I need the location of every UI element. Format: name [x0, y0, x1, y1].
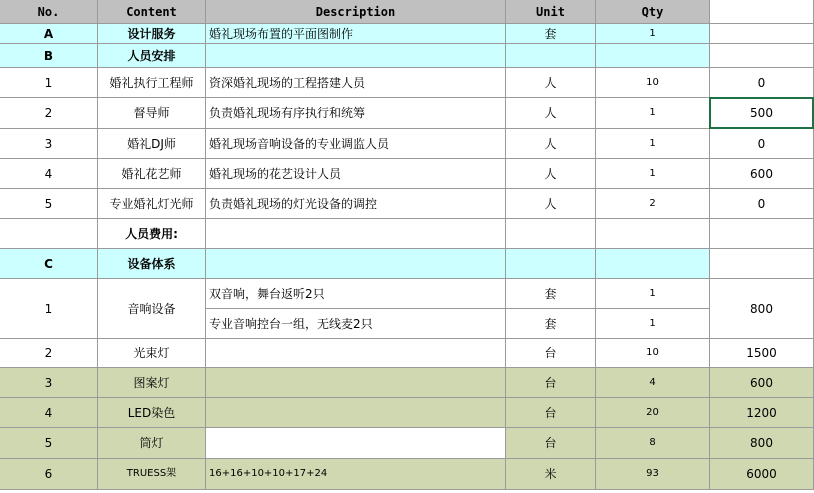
header-extra-cell[interactable]	[710, 0, 814, 24]
equip-row-1-content[interactable]: 音响设备	[98, 279, 206, 339]
equip-row-6-price[interactable]: 6000	[710, 459, 814, 490]
equip-row-6-no[interactable]: 6	[0, 459, 98, 490]
equip-row-6-unit[interactable]: 米	[506, 459, 596, 490]
equip-row-1b-unit[interactable]: 套	[506, 309, 596, 339]
equip-row-1-qty[interactable]: 1	[596, 279, 710, 309]
staff-subtotal-description[interactable]	[206, 219, 506, 249]
staff-row-4-unit[interactable]: 人	[506, 159, 596, 189]
staff-row-1-unit[interactable]: 人	[506, 68, 596, 98]
row-a-content[interactable]: 设计服务	[98, 24, 206, 44]
equip-row-1-description[interactable]: 双音响，舞台返听2只	[206, 279, 506, 309]
equip-row-5-no[interactable]: 5	[0, 428, 98, 459]
staff-row-5-qty[interactable]: 2	[596, 189, 710, 219]
equip-row-4-content[interactable]: LED染色	[98, 398, 206, 428]
header-no[interactable]: No.	[0, 0, 98, 24]
row-b-no[interactable]: B	[0, 44, 98, 68]
row-b-unit[interactable]	[506, 44, 596, 68]
staff-row-4-description[interactable]: 婚礼现场的花艺设计人员	[206, 159, 506, 189]
equip-row-3-qty[interactable]: 4	[596, 368, 710, 398]
row-c-no[interactable]: C	[0, 249, 98, 279]
staff-row-2-no[interactable]: 2	[0, 98, 98, 129]
staff-row-4-no[interactable]: 4	[0, 159, 98, 189]
staff-subtotal-no[interactable]	[0, 219, 98, 249]
row-c-qty[interactable]	[596, 249, 710, 279]
row-a-description[interactable]: 婚礼现场布置的平面图制作	[206, 24, 506, 44]
row-a-unit[interactable]: 套	[506, 24, 596, 44]
staff-row-3-no[interactable]: 3	[0, 129, 98, 159]
equip-row-2-no[interactable]: 2	[0, 339, 98, 368]
staff-row-3-qty[interactable]: 1	[596, 129, 710, 159]
equip-row-1-unit[interactable]: 套	[506, 279, 596, 309]
staff-row-5-description[interactable]: 负责婚礼现场的灯光设备的调控	[206, 189, 506, 219]
staff-row-2-unit[interactable]: 人	[506, 98, 596, 129]
equip-row-6-description[interactable]: 16+16+10+10+17+24	[206, 459, 506, 490]
staff-row-1-no[interactable]: 1	[0, 68, 98, 98]
staff-row-2-description[interactable]: 负责婚礼现场有序执行和统筹	[206, 98, 506, 129]
header-content[interactable]: Content	[98, 0, 206, 24]
row-b-description[interactable]	[206, 44, 506, 68]
staff-row-2-qty[interactable]: 1	[596, 98, 710, 129]
equip-row-2-unit[interactable]: 台	[506, 339, 596, 368]
header-qty[interactable]: Qty	[596, 0, 710, 24]
staff-row-5-no[interactable]: 5	[0, 189, 98, 219]
equip-row-1-no[interactable]: 1	[0, 279, 98, 339]
staff-row-3-unit[interactable]: 人	[506, 129, 596, 159]
staff-row-1-description[interactable]: 资深婚礼现场的工程搭建人员	[206, 68, 506, 98]
header-description[interactable]: Description	[206, 0, 506, 24]
staff-subtotal-label[interactable]: 人员费用:	[98, 219, 206, 249]
equip-row-5-unit[interactable]: 台	[506, 428, 596, 459]
staff-subtotal-qty[interactable]	[596, 219, 710, 249]
staff-row-4-price[interactable]: 600	[710, 159, 814, 189]
equip-row-2-description[interactable]	[206, 339, 506, 368]
equip-row-1b-qty[interactable]: 1	[596, 309, 710, 339]
row-a-qty[interactable]: 1	[596, 24, 710, 44]
row-a-no[interactable]: A	[0, 24, 98, 44]
equip-row-2-price[interactable]: 1500	[710, 339, 814, 368]
staff-row-5-content[interactable]: 专业婚礼灯光师	[98, 189, 206, 219]
row-c-content[interactable]: 设备体系	[98, 249, 206, 279]
equip-row-3-no[interactable]: 3	[0, 368, 98, 398]
equip-row-4-unit[interactable]: 台	[506, 398, 596, 428]
staff-subtotal-unit[interactable]	[506, 219, 596, 249]
row-c-unit[interactable]	[506, 249, 596, 279]
equip-row-5-content[interactable]: 筒灯	[98, 428, 206, 459]
row-c-price[interactable]	[710, 249, 814, 279]
equip-row-1-price[interactable]: 800	[710, 279, 814, 339]
equip-row-4-qty[interactable]: 20	[596, 398, 710, 428]
staff-subtotal-price[interactable]	[710, 219, 814, 249]
equip-row-3-content[interactable]: 图案灯	[98, 368, 206, 398]
equip-row-2-content[interactable]: 光束灯	[98, 339, 206, 368]
staff-row-3-content[interactable]: 婚礼DJ师	[98, 129, 206, 159]
header-unit[interactable]: Unit	[506, 0, 596, 24]
staff-row-1-price[interactable]: 0	[710, 68, 814, 98]
row-a-price[interactable]	[710, 24, 814, 44]
staff-row-3-price[interactable]: 0	[710, 129, 814, 159]
equip-row-6-qty[interactable]: 93	[596, 459, 710, 490]
row-b-content[interactable]: 人员安排	[98, 44, 206, 68]
equip-row-5-price[interactable]: 800	[710, 428, 814, 459]
equip-row-6-content[interactable]: TRUESS架	[98, 459, 206, 490]
staff-row-4-qty[interactable]: 1	[596, 159, 710, 189]
equip-row-1b-description[interactable]: 专业音响控台一组，无线麦2只	[206, 309, 506, 339]
row-b-price[interactable]	[710, 44, 814, 68]
equip-row-3-description[interactable]	[206, 368, 506, 398]
staff-row-4-content[interactable]: 婚礼花艺师	[98, 159, 206, 189]
equip-row-5-description[interactable]	[206, 428, 506, 459]
equip-row-5-qty[interactable]: 8	[596, 428, 710, 459]
row-c-description[interactable]	[206, 249, 506, 279]
equip-row-3-unit[interactable]: 台	[506, 368, 596, 398]
equip-row-2-qty[interactable]: 10	[596, 339, 710, 368]
equip-row-3-price[interactable]: 600	[710, 368, 814, 398]
staff-row-2-content[interactable]: 督导师	[98, 98, 206, 129]
staff-row-5-price[interactable]: 0	[710, 189, 814, 219]
equip-row-4-no[interactable]: 4	[0, 398, 98, 428]
staff-row-3-description[interactable]: 婚礼现场音响设备的专业调监人员	[206, 129, 506, 159]
equip-row-4-description[interactable]	[206, 398, 506, 428]
staff-row-1-content[interactable]: 婚礼执行工程师	[98, 68, 206, 98]
staff-row-2-price-selected[interactable]: 500	[709, 97, 814, 129]
staff-row-5-unit[interactable]: 人	[506, 189, 596, 219]
row-b-qty[interactable]	[596, 44, 710, 68]
equip-row-4-price[interactable]: 1200	[710, 398, 814, 428]
staff-row-1-qty[interactable]: 10	[596, 68, 710, 98]
